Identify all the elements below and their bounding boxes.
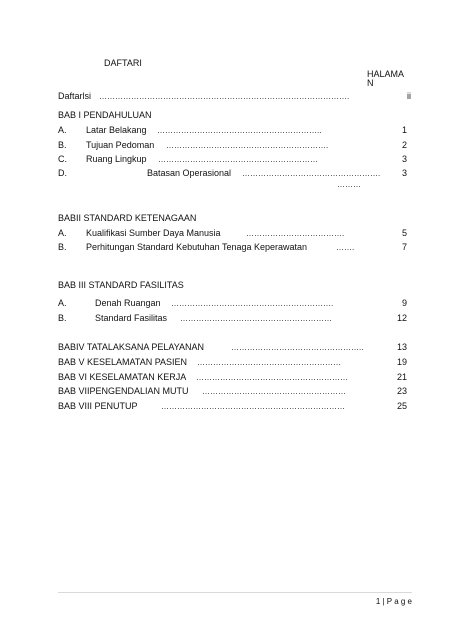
bab8-dots: ……………………………………………………………: [161, 402, 345, 411]
bab1-d-page: 3: [401, 168, 407, 178]
bab4-text: BABIV TATALAKSANA PELAYANAN: [58, 342, 205, 352]
bab1-a-dots: ……………………………………………………..: [157, 126, 322, 135]
toc-self-page: ii: [407, 91, 411, 101]
bab5-dots: ………………………………………………: [197, 358, 341, 367]
bab6-page: 21: [396, 372, 407, 382]
bab5-page: 19: [396, 357, 407, 367]
bab2-b-letter: B.: [58, 242, 67, 252]
bab1-d-dots-wrap: ………: [337, 180, 361, 189]
bab2-a-page: 5: [401, 228, 407, 238]
bab3-a-dots: …………………………………………………….: [171, 299, 334, 308]
bab1-heading: BAB I PENDAHULUAN: [58, 110, 152, 120]
toc-self-label: Daftarlsi: [58, 91, 92, 101]
bab1-c-letter: C.: [58, 154, 67, 164]
toc-self-dots: ………………………………………………………………………………….: [99, 92, 350, 101]
bab3-b-text: Standard Fasilitas: [95, 313, 168, 323]
footer-divider: [58, 592, 412, 593]
bab1-a-text: Latar Belakang: [86, 125, 147, 135]
bab5-text: BAB V KESELAMATAN PASIEN: [58, 357, 188, 367]
bab1-d-letter: D.: [58, 168, 67, 178]
bab2-b-page: 7: [401, 242, 407, 252]
bab1-b-dots: …………………………………………………….: [166, 141, 329, 150]
bab8-page: 25: [396, 401, 407, 411]
bab7-text: BAB VIIPENGENDALIAN MUTU: [58, 386, 189, 396]
bab2-heading: BABII STANDARD KETENAGAAN: [58, 213, 197, 223]
bab1-d-dots: …………………………………………….: [242, 169, 381, 178]
bab2-b-dots: …….: [336, 243, 355, 252]
bab1-c-dots: ……………………………………………………: [158, 155, 318, 164]
bab6-dots: …………………………………………………: [196, 373, 348, 382]
bab3-a-page: 9: [401, 298, 407, 308]
bab1-b-text: Tujuan Pedoman: [86, 140, 155, 150]
page-number-footer: 1 | P a g e: [375, 597, 412, 606]
page-column-header-1: HALAMA: [367, 69, 405, 79]
bab4-dots: …………………………………………..: [231, 343, 364, 352]
toc-title: DAFTARI: [104, 58, 142, 68]
bab1-a-letter: A.: [58, 125, 67, 135]
bab3-b-dots: …………………………………………………: [180, 314, 332, 323]
bab8-text: BAB VIII PENUTUP: [58, 401, 138, 411]
bab1-c-page: 3: [401, 154, 407, 164]
bab3-a-text: Denah Ruangan: [95, 298, 161, 308]
bab1-d-text: Batasan Operasional: [147, 168, 232, 178]
bab2-a-text: Kualifikasi Sumber Daya Manusia: [86, 228, 221, 238]
bab6-text: BAB VI KESELAMATAN KERJA: [58, 372, 187, 382]
bab3-b-letter: B.: [58, 313, 67, 323]
bab2-a-letter: A.: [58, 228, 67, 238]
bab3-b-page: 12: [396, 313, 407, 323]
bab4-page: 13: [396, 342, 407, 352]
bab3-heading: BAB III STANDARD FASILITAS: [58, 280, 184, 290]
bab1-c-text: Ruang Lingkup: [86, 154, 147, 164]
bab1-b-letter: B.: [58, 140, 67, 150]
page-column-header-2: N: [367, 78, 374, 88]
bab3-a-letter: A.: [58, 298, 67, 308]
bab7-dots: ………………………………………………: [202, 387, 346, 396]
bab2-b-text: Perhitungan Standard Kebutuhan Tenaga Keperawatan: [86, 242, 308, 252]
bab2-a-dots: ……………………………….: [246, 229, 345, 238]
bab1-b-page: 2: [401, 140, 407, 150]
bab1-a-page: 1: [401, 125, 407, 135]
bab7-page: 23: [396, 386, 407, 396]
